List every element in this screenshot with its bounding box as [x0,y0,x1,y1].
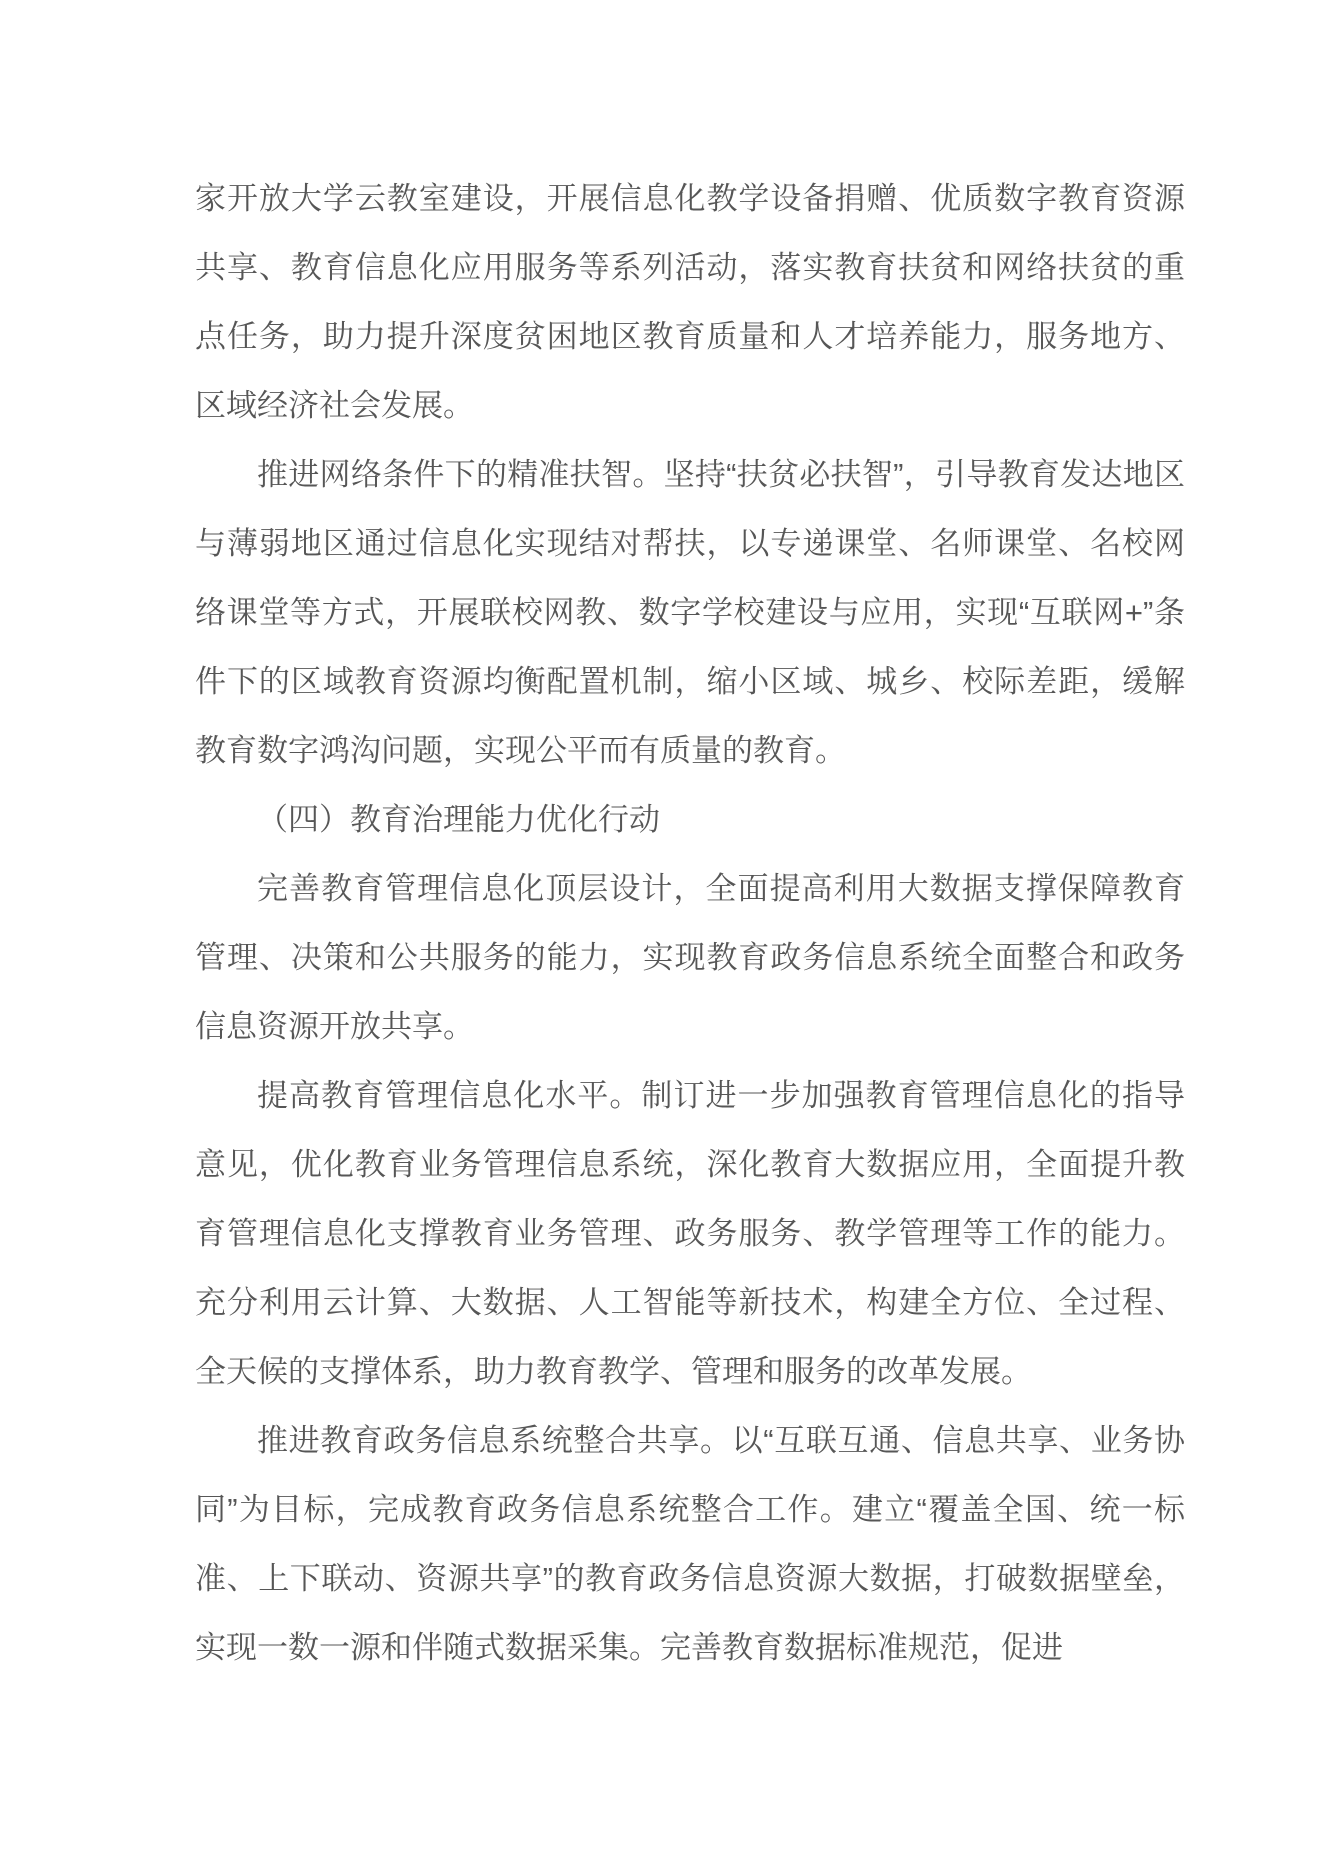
document-body [195,164,1185,1682]
paragraph-continuation: 家开放大学云教室建设，开展信息化教学设备捐赠、优质数字教育资源共享、教育信息化应用服务等系列活动，落实教育扶贫和网络扶贫的重点任务，助力提升深度贫困地区教育质量和人才培养能力，服务地方、区域经济社会发展。 [195,181,1185,423]
section-heading-four: （四）教育治理能力优化行动 [257,802,660,837]
paragraph-governance-intro: 完善教育管理信息化顶层设计，全面提高利用大数据支撑保障教育管理、决策和公共服务的能力，实现教育政务信息系统全面整合和政务信息资源开放共享。 [195,871,1185,1044]
paragraph-system-integration: 推进教育政务信息系统整合共享。以“互联互通、信息共享、业务协同”为目标，完成教育政务信息系统整合工作。建立“覆盖全国、统一标准、上下联动、资源共享”的教育政务信息资源大数据，打破数据壁垒，实现一数一源和伴随式数据采集。完善教育数据标准规范，促进 [195,1423,1185,1665]
paragraph-management-level: 提高教育管理信息化水平。制订进一步加强教育管理信息化的指导意见，优化教育业务管理信息系统，深化教育大数据应用，全面提升教育管理信息化支撑教育业务管理、政务服务、教学管理等工作的能力。充分利用云计算、大数据、人工智能等新技术，构建全方位、全过程、全天候的支撑体系，助力教育教学、管理和服务的改革发展。 [195,1078,1185,1389]
paragraph-precision-support: 推进网络条件下的精准扶智。坚持“扶贫必扶智”，引导教育发达地区与薄弱地区通过信息化实现结对帮扶，以专递课堂、名师课堂、名校网络课堂等方式，开展联校网教、数字学校建设与应用，实现“互联网+”条件下的区域教育资源均衡配置机制，缩小区域、城乡、校际差距，缓解教育数字鸿沟问题，实现公平而有质量的教育。 [195,457,1185,768]
